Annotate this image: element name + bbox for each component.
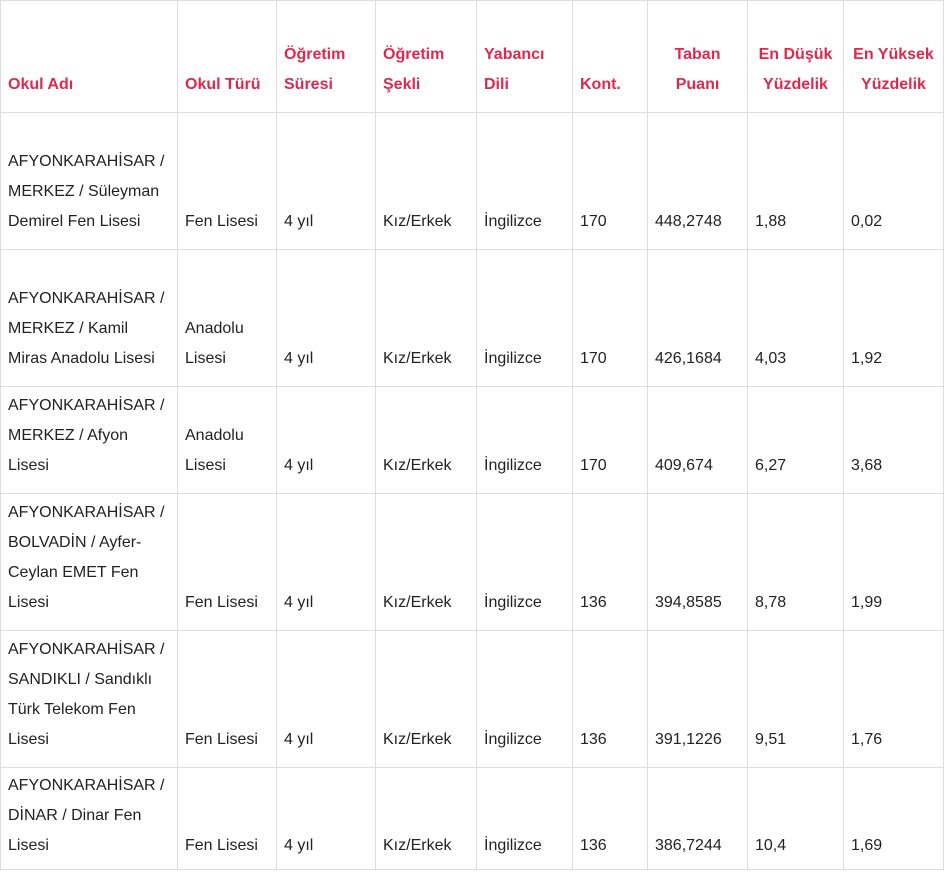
cell-form: Kız/Erkek bbox=[376, 494, 477, 631]
cell-quota: 170 bbox=[573, 250, 648, 387]
cell-language: İngilizce bbox=[477, 387, 573, 494]
cell-language: İngilizce bbox=[477, 250, 573, 387]
cell-school-type: Fen Lisesi bbox=[178, 768, 277, 870]
cell-school-name: AFYONKARAHİSAR / MERKEZ / Afyon Lisesi bbox=[1, 387, 178, 494]
cell-duration: 4 yıl bbox=[277, 250, 376, 387]
cell-base-score: 448,2748 bbox=[648, 113, 748, 250]
cell-max-percentile: 1,76 bbox=[844, 631, 944, 768]
cell-base-score: 394,8585 bbox=[648, 494, 748, 631]
header-row bbox=[1, 1, 944, 113]
cell-max-percentile: 1,69 bbox=[844, 768, 944, 870]
cell-quota: 136 bbox=[573, 494, 648, 631]
cell-form: Kız/Erkek bbox=[376, 250, 477, 387]
cell-school-type: Anadolu Lisesi bbox=[178, 250, 277, 387]
cell-form: Kız/Erkek bbox=[376, 387, 477, 494]
cell-base-score: 386,7244 bbox=[648, 768, 748, 870]
cell-max-percentile: 3,68 bbox=[844, 387, 944, 494]
cell-base-score: 409,674 bbox=[648, 387, 748, 494]
cell-form: Kız/Erkek bbox=[376, 768, 477, 870]
table-header bbox=[1, 1, 944, 113]
table-row bbox=[1, 250, 944, 387]
cell-max-percentile: 0,02 bbox=[844, 113, 944, 250]
header-language: Yabancı Dili bbox=[477, 1, 573, 113]
cell-school-name: AFYONKARAHİSAR / DİNAR / Dinar Fen Lisesi bbox=[1, 768, 178, 870]
table-row bbox=[1, 494, 944, 631]
cell-max-percentile: 1,92 bbox=[844, 250, 944, 387]
cell-duration: 4 yıl bbox=[277, 768, 376, 870]
header-min-percentile: En Düşük Yüzdelik bbox=[748, 1, 844, 113]
cell-duration: 4 yıl bbox=[277, 113, 376, 250]
cell-quota: 136 bbox=[573, 768, 648, 870]
table-row bbox=[1, 631, 944, 768]
cell-duration: 4 yıl bbox=[277, 387, 376, 494]
cell-min-percentile: 9,51 bbox=[748, 631, 844, 768]
cell-duration: 4 yıl bbox=[277, 631, 376, 768]
header-max-percentile: En Yüksek Yüzdelik bbox=[844, 1, 944, 113]
cell-min-percentile: 1,88 bbox=[748, 113, 844, 250]
cell-language: İngilizce bbox=[477, 631, 573, 768]
cell-school-type: Fen Lisesi bbox=[178, 494, 277, 631]
cell-quota: 170 bbox=[573, 387, 648, 494]
cell-school-name: AFYONKARAHİSAR / MERKEZ / Kamil Miras Anadolu Lisesi bbox=[1, 250, 178, 387]
cell-base-score: 391,1226 bbox=[648, 631, 748, 768]
header-school-type: Okul Türü bbox=[178, 1, 277, 113]
cell-max-percentile: 1,99 bbox=[844, 494, 944, 631]
header-school-name: Okul Adı bbox=[1, 1, 178, 113]
cell-min-percentile: 6,27 bbox=[748, 387, 844, 494]
header-base-score: Taban Puanı bbox=[648, 1, 748, 113]
cell-school-type: Anadolu Lisesi bbox=[178, 387, 277, 494]
cell-language: İngilizce bbox=[477, 768, 573, 870]
cell-quota: 170 bbox=[573, 113, 648, 250]
cell-form: Kız/Erkek bbox=[376, 113, 477, 250]
cell-min-percentile: 4,03 bbox=[748, 250, 844, 387]
cell-quota: 136 bbox=[573, 631, 648, 768]
cell-base-score: 426,1684 bbox=[648, 250, 748, 387]
cell-school-name: AFYONKARAHİSAR / SANDIKLI / Sandıklı Türk Telekom Fen Lisesi bbox=[1, 631, 178, 768]
table-row bbox=[1, 113, 944, 250]
cell-school-type: Fen Lisesi bbox=[178, 113, 277, 250]
cell-school-name: AFYONKARAHİSAR / BOLVADİN / Ayfer-Ceylan EMET Fen Lisesi bbox=[1, 494, 178, 631]
cell-form: Kız/Erkek bbox=[376, 631, 477, 768]
cell-school-name: AFYONKARAHİSAR / MERKEZ / Süleyman Demirel Fen Lisesi bbox=[1, 113, 178, 250]
table-body bbox=[1, 113, 944, 870]
cell-school-type: Fen Lisesi bbox=[178, 631, 277, 768]
header-form: Öğretim Şekli bbox=[376, 1, 477, 113]
cell-language: İngilizce bbox=[477, 494, 573, 631]
cell-language: İngilizce bbox=[477, 113, 573, 250]
table-row bbox=[1, 387, 944, 494]
header-duration: Öğretim Süresi bbox=[277, 1, 376, 113]
cell-min-percentile: 8,78 bbox=[748, 494, 844, 631]
header-quota: Kont. bbox=[573, 1, 648, 113]
cell-min-percentile: 10,4 bbox=[748, 768, 844, 870]
table-row bbox=[1, 768, 944, 870]
cell-duration: 4 yıl bbox=[277, 494, 376, 631]
